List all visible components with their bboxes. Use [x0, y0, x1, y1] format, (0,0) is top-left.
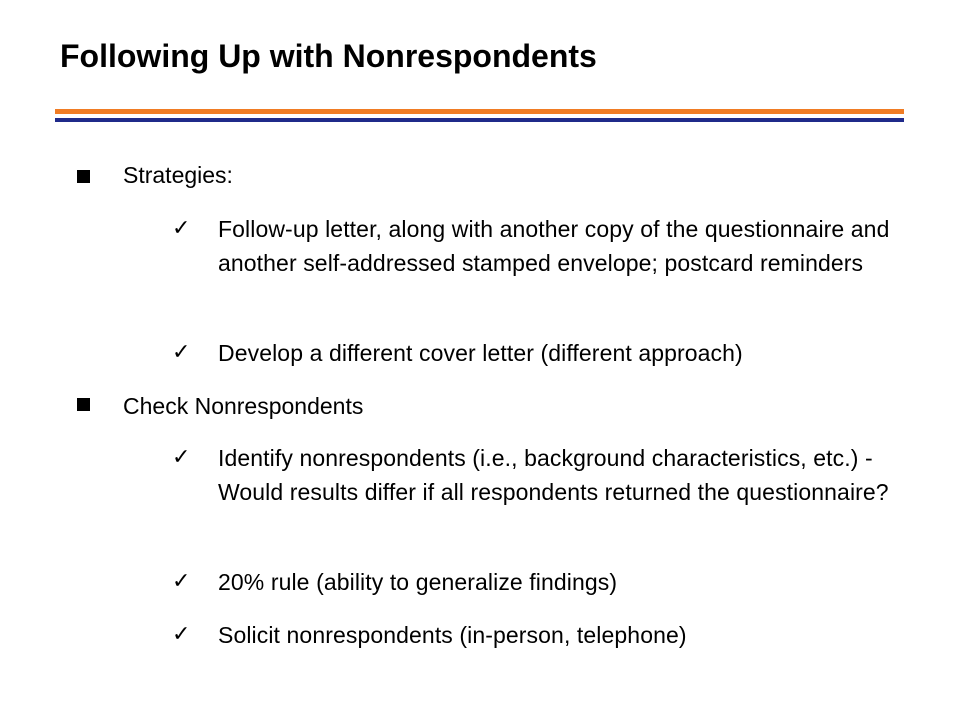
- checkmark-icon: ✓: [172, 340, 191, 365]
- list-item: 20% rule (ability to generalize findings): [218, 569, 618, 595]
- square-bullet-icon: [77, 170, 90, 183]
- checkmark-icon: ✓: [172, 445, 191, 470]
- section-heading: Strategies:: [123, 162, 233, 188]
- square-bullet-icon: [77, 398, 90, 411]
- checkmark-icon: ✓: [172, 216, 191, 241]
- list-item: Identify nonrespondents (i.e., background characteristics, etc.) - Would results differ if all respondents returned the questionnaire?: [218, 445, 889, 505]
- list-item: Follow-up letter, along with another copy of the questionnaire and another self-addressed stamped envelope; postcard reminders: [218, 216, 890, 276]
- list-item: Develop a different cover letter (different approach): [218, 340, 743, 366]
- section-heading: Check Nonrespondents: [123, 393, 364, 419]
- checkmark-icon: ✓: [172, 622, 191, 647]
- checkmark-icon: ✓: [172, 569, 191, 594]
- list-item: Solicit nonrespondents (in-person, telephone): [218, 622, 687, 648]
- slide-title: Following Up with Nonrespondents: [60, 38, 597, 74]
